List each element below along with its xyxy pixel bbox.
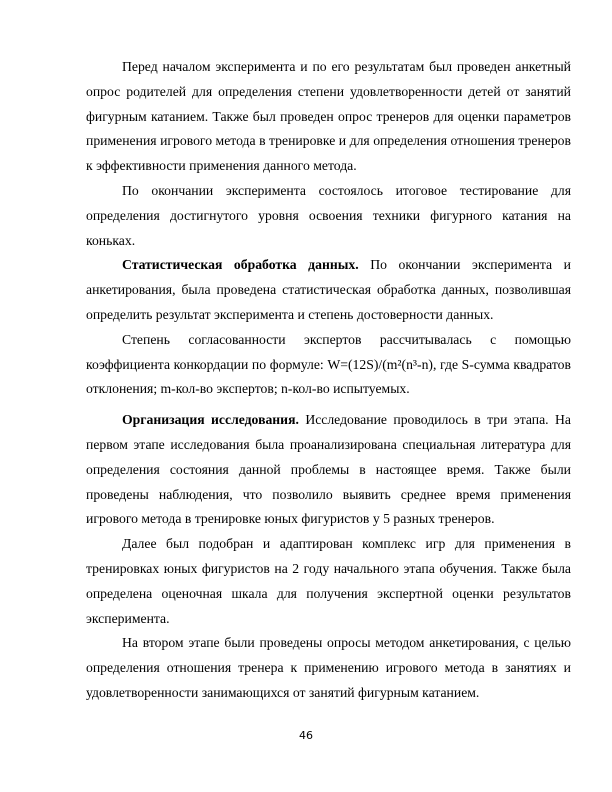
paragraph-text: Перед началом эксперимента и по его результатам был проведен анкетный опрос родителей для определения степени удовлетворенности детей от занятий фигурным катанием. Также был проведен опрос тренеров для оценки параметров применения игрового метода в тренировке и для определения отношения тренеров к эффективности применения данного метода. <box>86 59 571 174</box>
paragraph-text: По окончании эксперимента и анкетирования, была проведена статистическая обработка данных, позволившая определить результат эксперимента и степень достоверности данных. <box>86 257 571 322</box>
paragraph-research-organization <box>86 408 571 532</box>
page-number: 46 <box>299 729 313 742</box>
paragraph-text: На втором этапе были проведены опросы методом анкетирования, с целью определения отношения тренера к применению игрового метода в занятиях и удовлетворенности занимающихся от занятий фигурным катанием. <box>86 635 571 700</box>
run-in-heading: Организация исследования. <box>122 412 299 428</box>
paragraph-final-testing <box>86 179 571 253</box>
paragraph-second-stage <box>86 631 571 705</box>
paragraph-text: Далее был подобран и адаптирован комплекс игр для применения в тренировках юных фигуристов на 2 году начального этапа обучения. Также была определена оценочная шкала для получения экспертной оценки результатов эксперимента. <box>86 536 571 626</box>
paragraph-games-complex <box>86 532 571 631</box>
paragraph-survey <box>86 55 571 179</box>
paragraph-statistical-processing <box>86 253 571 327</box>
paragraph-text: Степень согласованности экспертов рассчитывалась с помощью коэффициента конкордации по формуле: W=(12S)/(m²(n³-n), где S-сумма квадратов отклонения; m-кол-во экспертов; n-кол-во испытуемых. <box>86 331 571 397</box>
body-text <box>86 55 571 706</box>
paragraph-concordance-formula <box>86 328 571 402</box>
paragraph-text: Исследование проводилось в три этапа. На первом этапе исследования была проанализирована специальная литература для определения состояния данной проблемы в настоящее время. Также были проведены наблюдения, что позволило выявить среднее время применения игрового метода в тренировке юных фигуристов у 5 разных тренеров. <box>86 412 571 527</box>
paragraph-text: По окончании эксперимента состоялось итоговое тестирование для определения достигнутого уровня освоения техники фигурного катания на коньках. <box>86 182 571 248</box>
run-in-heading: Статистическая обработка данных. <box>122 257 359 273</box>
